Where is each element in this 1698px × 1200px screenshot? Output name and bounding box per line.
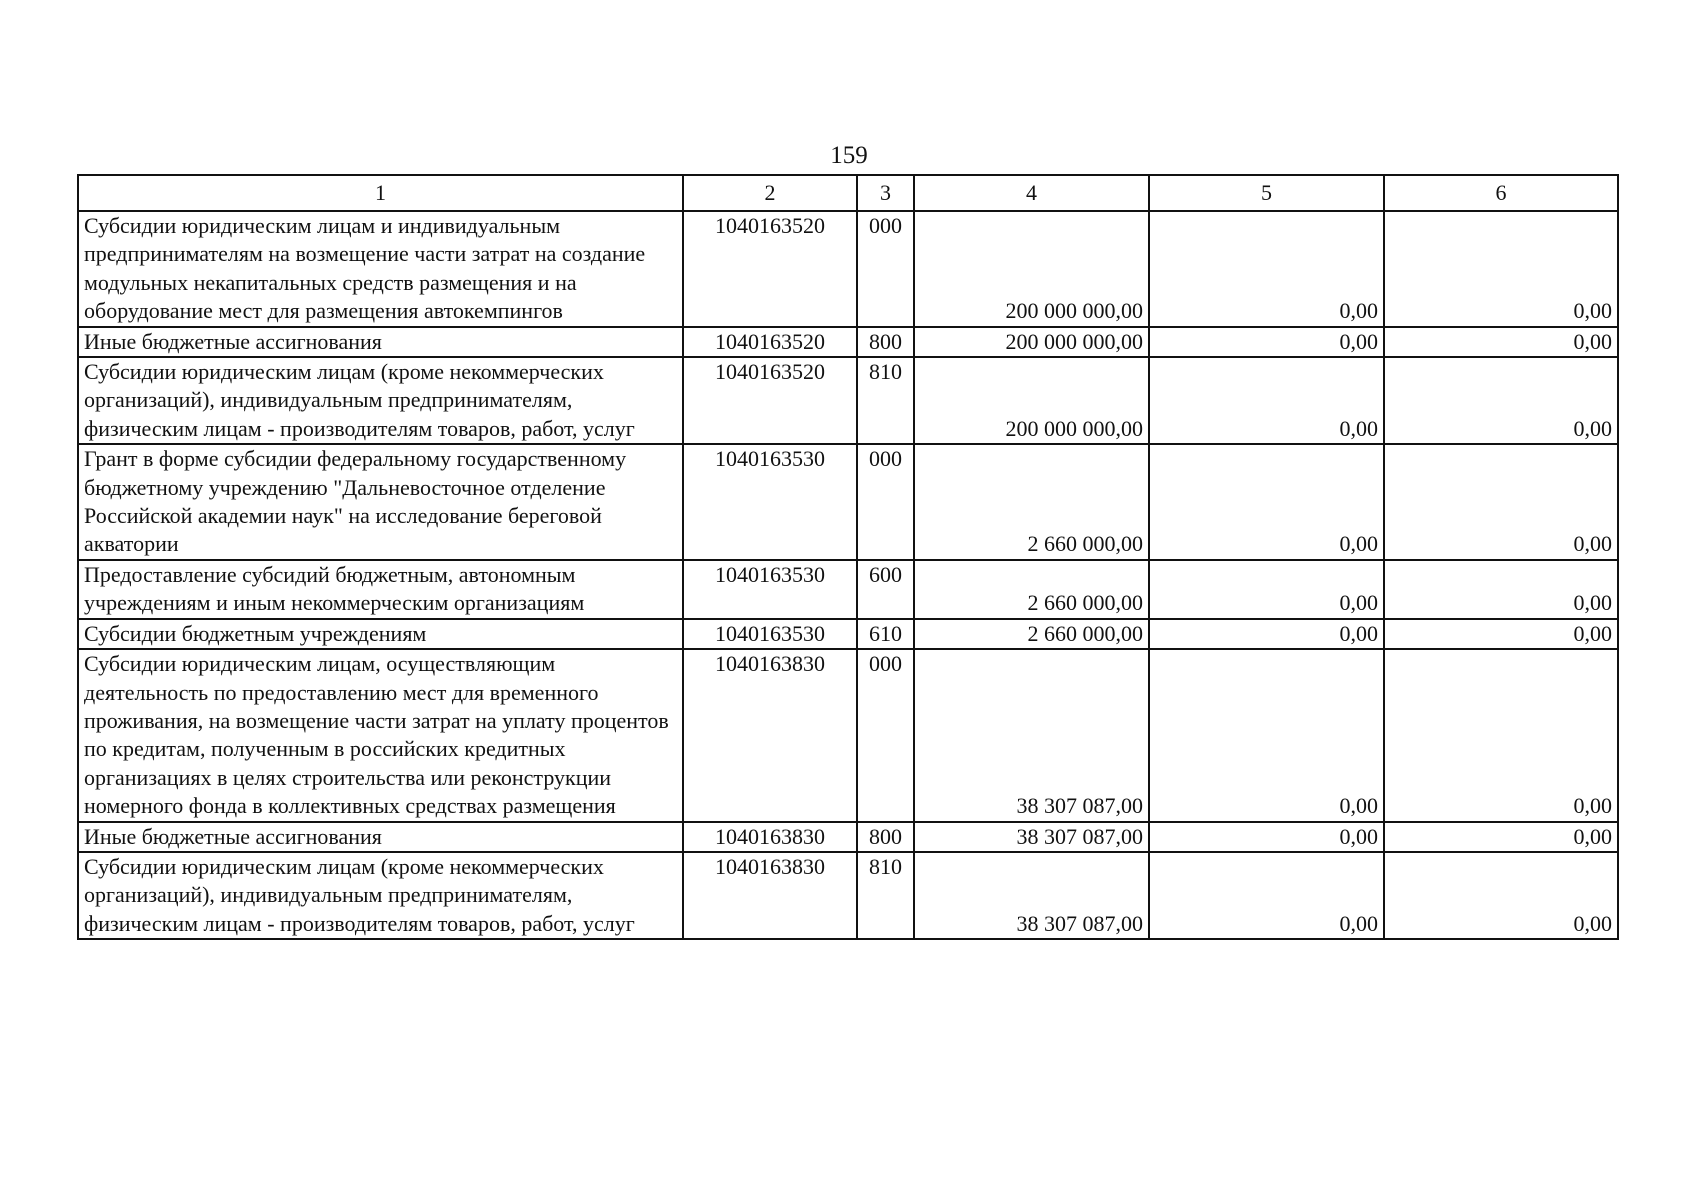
row-value-6: 0,00 bbox=[1384, 619, 1618, 649]
table-body bbox=[78, 211, 1618, 939]
row-type: 800 bbox=[857, 327, 914, 357]
header-col-3: 3 bbox=[857, 175, 914, 211]
row-code: 1040163520 bbox=[683, 357, 857, 444]
table-row bbox=[78, 619, 1618, 649]
row-type: 610 bbox=[857, 619, 914, 649]
row-value-6: 0,00 bbox=[1384, 444, 1618, 560]
row-type: 000 bbox=[857, 649, 914, 821]
row-value-4: 2 660 000,00 bbox=[914, 444, 1149, 560]
table-row bbox=[78, 211, 1618, 327]
row-code: 1040163530 bbox=[683, 560, 857, 619]
row-value-5: 0,00 bbox=[1149, 649, 1384, 821]
header-col-2: 2 bbox=[683, 175, 857, 211]
row-code: 1040163530 bbox=[683, 444, 857, 560]
row-name: Субсидии юридическим лицам и индивидуальным предпринимателям на возмещение части затрат на создание модульных некапитальных средств размещения и на оборудование мест для размещения автокемпингов bbox=[78, 211, 683, 327]
row-name: Субсидии юридическим лицам (кроме некоммерческих организаций), индивидуальным предпринимателям, физическим лицам - производителям товаров, работ, услуг bbox=[78, 357, 683, 444]
table-row bbox=[78, 649, 1618, 821]
row-value-5: 0,00 bbox=[1149, 327, 1384, 357]
row-name: Грант в форме субсидии федеральному государственному бюджетному учреждению "Дальневосточное отделение Российской академии наук" на исследование береговой акватории bbox=[78, 444, 683, 560]
row-value-4: 200 000 000,00 bbox=[914, 327, 1149, 357]
table-row bbox=[78, 852, 1618, 939]
budget-table bbox=[77, 174, 1619, 940]
row-type: 810 bbox=[857, 357, 914, 444]
row-value-6: 0,00 bbox=[1384, 560, 1618, 619]
row-value-4: 200 000 000,00 bbox=[914, 211, 1149, 327]
row-name: Предоставление субсидий бюджетным, автономным учреждениям и иным некоммерческим организациям bbox=[78, 560, 683, 619]
row-name: Субсидии бюджетным учреждениям bbox=[78, 619, 683, 649]
header-col-6: 6 bbox=[1384, 175, 1618, 211]
row-value-6: 0,00 bbox=[1384, 649, 1618, 821]
row-type: 800 bbox=[857, 822, 914, 852]
row-code: 1040163830 bbox=[683, 649, 857, 821]
row-name: Иные бюджетные ассигнования bbox=[78, 327, 683, 357]
row-type: 000 bbox=[857, 444, 914, 560]
row-type: 600 bbox=[857, 560, 914, 619]
row-code: 1040163830 bbox=[683, 852, 857, 939]
page-number: 159 bbox=[830, 142, 868, 169]
row-code: 1040163530 bbox=[683, 619, 857, 649]
row-value-4: 38 307 087,00 bbox=[914, 852, 1149, 939]
row-value-5: 0,00 bbox=[1149, 822, 1384, 852]
row-value-5: 0,00 bbox=[1149, 560, 1384, 619]
row-value-6: 0,00 bbox=[1384, 357, 1618, 444]
table-row bbox=[78, 822, 1618, 852]
row-value-4: 38 307 087,00 bbox=[914, 649, 1149, 821]
row-code: 1040163830 bbox=[683, 822, 857, 852]
row-value-4: 38 307 087,00 bbox=[914, 822, 1149, 852]
row-value-6: 0,00 bbox=[1384, 822, 1618, 852]
row-value-6: 0,00 bbox=[1384, 327, 1618, 357]
row-value-5: 0,00 bbox=[1149, 852, 1384, 939]
table-row bbox=[78, 444, 1618, 560]
row-value-6: 0,00 bbox=[1384, 852, 1618, 939]
row-name: Иные бюджетные ассигнования bbox=[78, 822, 683, 852]
table-row bbox=[78, 560, 1618, 619]
row-code: 1040163520 bbox=[683, 327, 857, 357]
header-col-4: 4 bbox=[914, 175, 1149, 211]
row-code: 1040163520 bbox=[683, 211, 857, 327]
row-name: Субсидии юридическим лицам, осуществляющим деятельность по предоставлению мест для временного проживания, на возмещение части затрат на уплату процентов по кредитам, полученным в российских кредитных организациях в целях строительства или реконструкции номерного фонда в коллективных средствах размещения bbox=[78, 649, 683, 821]
table-row bbox=[78, 357, 1618, 444]
row-value-5: 0,00 bbox=[1149, 619, 1384, 649]
header-col-1: 1 bbox=[78, 175, 683, 211]
row-name: Субсидии юридическим лицам (кроме некоммерческих организаций), индивидуальным предпринимателям, физическим лицам - производителям товаров, работ, услуг bbox=[78, 852, 683, 939]
row-type: 000 bbox=[857, 211, 914, 327]
row-value-4: 2 660 000,00 bbox=[914, 619, 1149, 649]
row-value-6: 0,00 bbox=[1384, 211, 1618, 327]
row-value-4: 2 660 000,00 bbox=[914, 560, 1149, 619]
row-value-5: 0,00 bbox=[1149, 357, 1384, 444]
row-value-5: 0,00 bbox=[1149, 444, 1384, 560]
row-value-5: 0,00 bbox=[1149, 211, 1384, 327]
header-col-5: 5 bbox=[1149, 175, 1384, 211]
table-row bbox=[78, 327, 1618, 357]
row-value-4: 200 000 000,00 bbox=[914, 357, 1149, 444]
header-row bbox=[78, 175, 1618, 211]
table-header bbox=[78, 175, 1618, 211]
row-type: 810 bbox=[857, 852, 914, 939]
